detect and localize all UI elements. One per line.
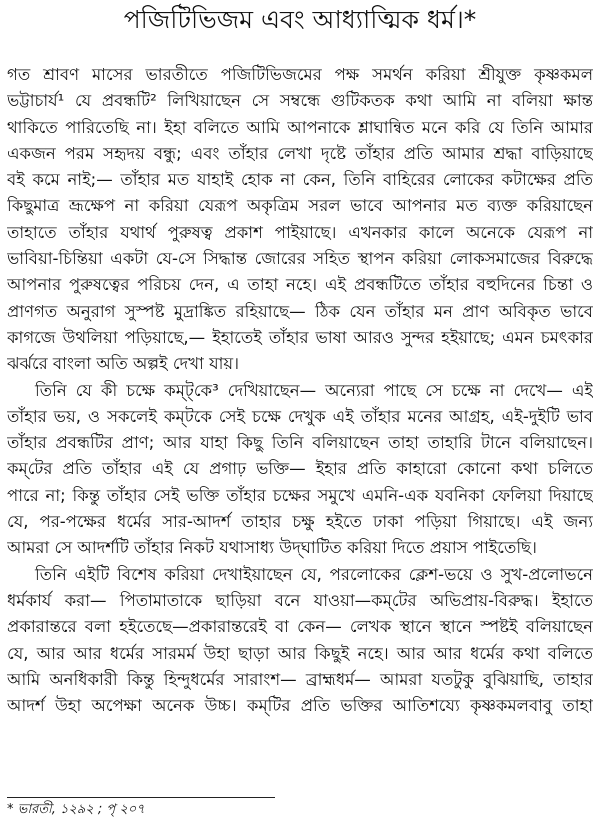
text-line: গত শ্রাবণ মাসের ভারতীতে পজিটিভিজমের পক্ষ সমর্থন করিয়া শ্রীযুক্ত কৃষ্ণকমল bbox=[7, 65, 593, 84]
text-line: আপনার পুরুষত্বের পরিচয় দেন, এ তাহা নহে। এই প্রবন্ধটিতে তাঁহার বহুদিনের চিন্তা ও bbox=[7, 275, 593, 295]
text-line: আমরা সে আদর্শটি তাঁহার নিকট যথাসাধ্য উদ্‌ঘাটিত করিয়া দিতে প্রয়াস পাইতেছি। bbox=[7, 538, 537, 558]
text-line: ভট্টাচার্য¹ যে প্রবন্ধটি² লিখিয়াছেন সে সম্বন্ধে গুটিকতক কথা আমি না বলিয়া ক্ষান্ত bbox=[7, 91, 593, 111]
text-line: ঝর্ঝরে বাংলা অতি অল্পই দেখা যায়। bbox=[7, 354, 239, 374]
footnote-divider bbox=[7, 797, 275, 798]
body-text bbox=[7, 62, 593, 719]
paragraph bbox=[7, 378, 593, 562]
text-line: প্রাণগত অনুরাগ সুস্পষ্ট মুদ্রাঙ্কিত রহিয়াছে— ঠিক যেন তাঁহার মন প্রাণ অবিকৃত ভাবে bbox=[7, 301, 593, 321]
footnote: * ভারতী, ১২৯২ ; পৃ ২০৭ bbox=[7, 802, 145, 817]
text-line: কাগজে উথলিয়া পড়িয়াছে,— ইহাতেই তাঁহার ভাষা আরও সুন্দর হইয়াছে; এমন চমৎকার bbox=[7, 327, 593, 347]
text-line: বই কমে নাই;— তাঁহার মত যাহাই হোক না কেন, তিনি বাহিরের লোকের কটাক্ষের প্রতি bbox=[7, 170, 593, 190]
paragraph bbox=[7, 562, 593, 720]
text-line: আমি অনধিকারী কিন্তু হিন্দুধর্মের সারাংশ— ব্রাহ্মধর্ম— আমরা যতটুকু বুঝিয়াছি, তাহার bbox=[7, 669, 593, 689]
paragraph bbox=[7, 62, 593, 378]
text-line: একজন পরম সহৃদয় বন্ধু; এবং তাঁহার লেখা দৃষ্টে তাঁহার প্রতি আমার শ্রদ্ধা বাড়িয়াছে bbox=[7, 143, 593, 163]
text-line: কিছুমাত্র ভ্রূক্ষেপ না করিয়া যেরূপ অকৃত্রিম সরল ভাবে আপনার মত ব্যক্ত করিয়াছেন bbox=[7, 196, 593, 216]
text-line: যে, আর আর ধর্মের সারমর্ম উহা ছাড়া আর কিছুই নহে। আর আর ধর্মের কথা বলিতে bbox=[7, 643, 593, 663]
text-line: প্রকারান্তরে বলা হইতেছে—প্রকারান্তরেই বা কেন— লেখক স্থানে স্থানে স্পষ্টই বলিয়াছেন bbox=[7, 617, 593, 637]
text-line: তাঁহার ভয়, ও সকলেই কম্‌টকে সেই চক্ষে দেখুক এই তাঁহার মনের আগ্রহ, এই-দুইটি ভাব bbox=[7, 406, 593, 426]
text-line: তিনি এইটি বিশেষ করিয়া দেখাইয়াছেন যে, পরলোকের ক্লেশ-ভয়ে ও সুখ-প্রলোভনে bbox=[35, 564, 593, 584]
text-line: তাঁহার প্রবন্ধটির প্রাণ; আর যাহা কিছু তিনি বলিয়াছেন তাহা তাহারি টানে বলিয়াছেন। bbox=[7, 433, 593, 453]
text-line: তাহাতে তাঁহার যথার্থ পুরুষত্ব প্রকাশ পাইয়াছে। এখনকার কালে অনেকে যেরূপ না bbox=[7, 222, 593, 242]
text-line: ভাবিয়া-চিন্তিয়া একটা যে-সে সিদ্ধান্ত জোরের সহিত স্থাপন করিয়া লোকসমাজের বিরুদ্ধে bbox=[7, 249, 593, 269]
text-line: পারে না; কিন্তু তাঁহার সেই ভক্তি তাঁহার চক্ষের সমুখে এমনি-এক যবনিকা ফেলিয়া দিয়াছে bbox=[7, 485, 593, 505]
text-line: যে, পর-পক্ষের ধর্মের সার-আদর্শ তাহার চক্ষু হইতে ঢাকা পড়িয়া গিয়াছে। এই জন্য bbox=[7, 512, 593, 532]
text-line: থাকিতে পারিতেছি না। ইহা বলিতে আমি আপনাকে শ্লাঘান্বিত মনে করি যে তিনি আমার bbox=[7, 117, 593, 137]
text-line: আদর্শ উহা অপেক্ষা অনেক উচ্চ। কম্‌টির প্রতি ভক্তির আতিশয্যে কৃষ্ণকমলবাবু তাহা bbox=[7, 696, 593, 716]
text-line: তিনি যে কী চক্ষে কম্‌ট্‌কে³ দেখিয়াছেন— অন্যেরা পাছে সে চক্ষে না দেখে— এই bbox=[35, 380, 593, 400]
page-title: পজিটিভিজম এবং আধ্যাত্মিক ধর্ম।* bbox=[123, 5, 477, 34]
text-line: ধর্মকার্য করা— পিতামাতাকে ছাড়িয়া বনে যাওয়া—কম্‌টের অভিপ্রায়-বিরুদ্ধ। ইহাতে bbox=[7, 590, 593, 610]
text-line: কম্‌টের প্রতি তাঁহার এই যে প্রগাঢ় ভক্তি— ইহার প্রতি কাহারো কোনো কথা চলিতে bbox=[7, 459, 593, 479]
